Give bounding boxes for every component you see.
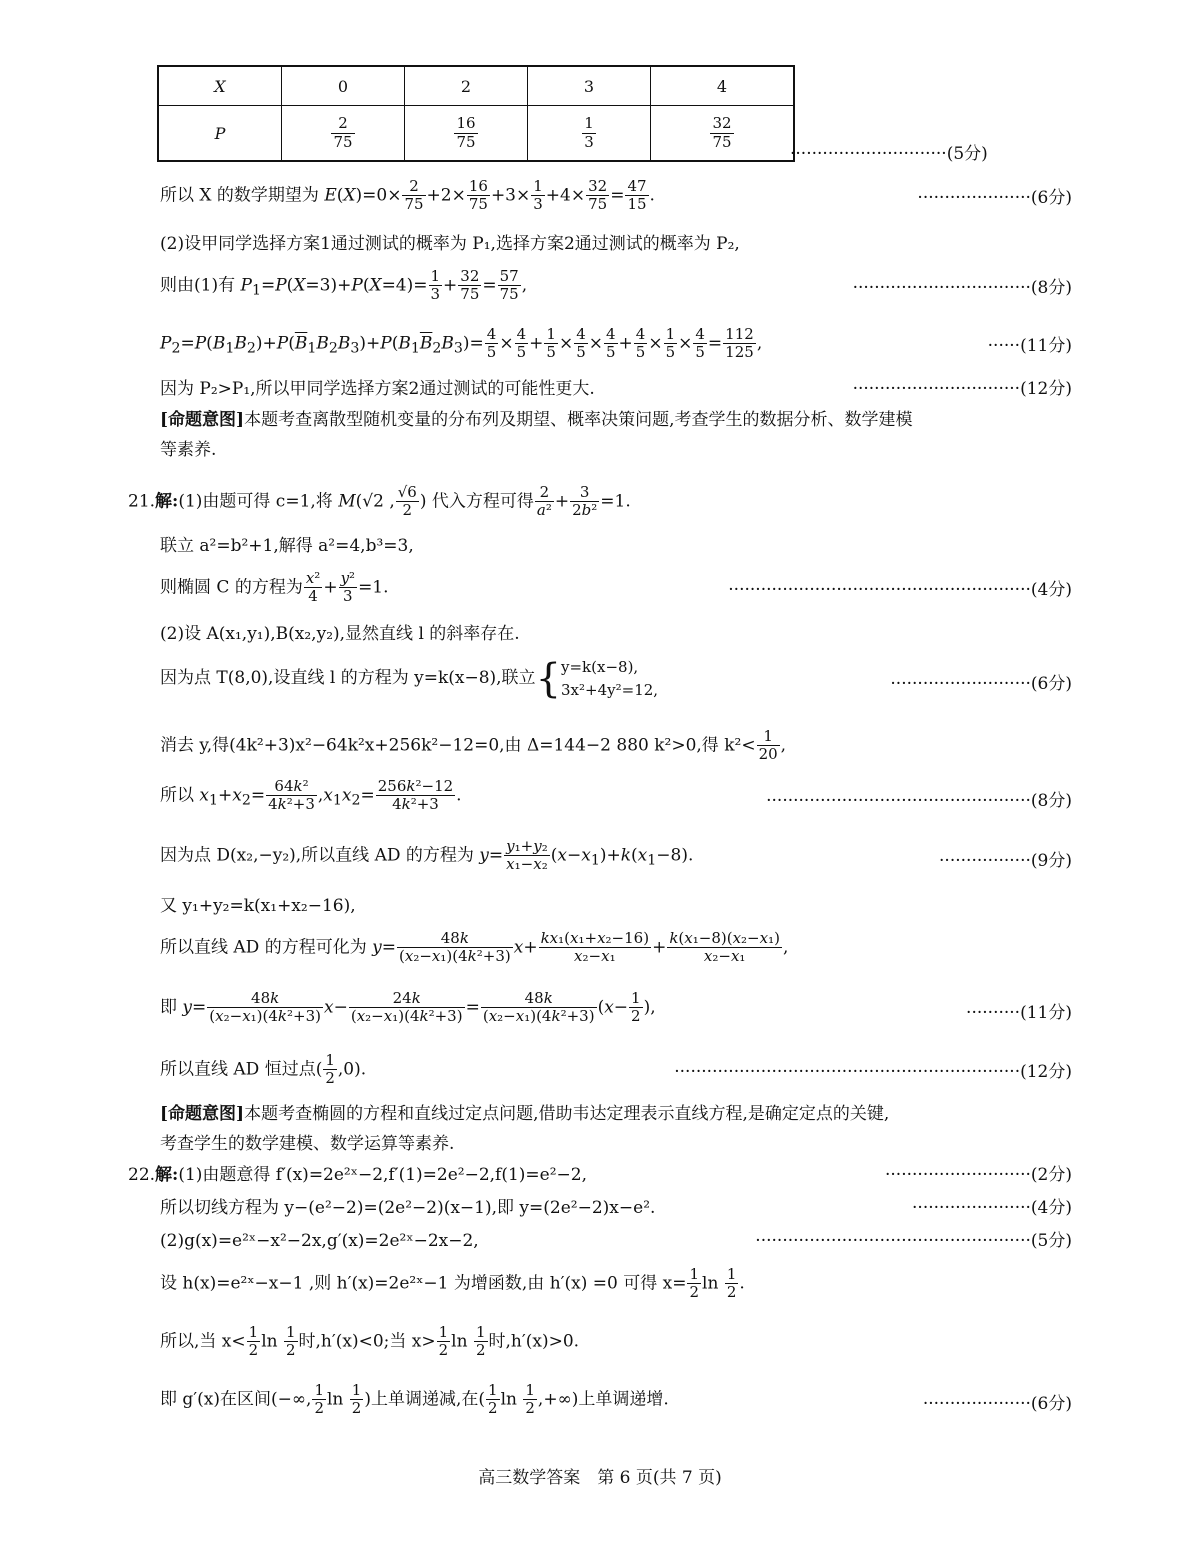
score-line: ····················(6分) — [922, 1394, 1072, 1414]
intent-line: 考查学生的数学建模、数学运算等素养. — [160, 1134, 455, 1154]
p2-line: $P_2=P(B_1B_2)+P(\overline{B}_1B_2B_3)+P(B_1\overline{B}_2B_3)=$ $\frac{4}{5}$ × $\frac{4}{5}$ + $\frac{1}{5}$ × $\frac{4}{5}$ × $\frac{4}{5}$ + $\frac{4}{5}$ × $\frac{1}{5}$ × $\frac{4}{5}$ = $\frac{112}{125}$ , — [160, 325, 763, 362]
q21-line-12: 所以直线 AD 恒过点( $\frac{1}{2}$ ,0). — [160, 1051, 367, 1088]
part2-line: (2)设甲同学选择方案1通过测试的概率为 P₁,选择方案2通过测试的概率为 P₂, — [160, 234, 740, 254]
q21-line-10: 所以直线 AD 的方程可化为 y= $\frac{48k}{\text{(x₂−x₁)(4k²+3)}}$ x+ $\frac{\text{kx₁(x₁+x₂−16)}}{\text{x₂−x₁}}$ + $\frac{\text{k(x₁−8)(x₂−x₁)}}{\text{x₂−x₁}}$ , — [160, 929, 789, 966]
table-header-cell: 2 — [405, 66, 528, 106]
score-line: ··········(11分) — [966, 1003, 1072, 1023]
score-line: ························································(4分) — [728, 580, 1072, 600]
q22-line-1: 22.解:(1)由题意得 f′(x)=2e²ˣ−2,f′(1)=2e²−2,f(1)=e²−2, — [128, 1165, 588, 1185]
expectation-line: 所以 X 的数学期望为 E(X)=0× $\frac{2}{75}$ +2× $\frac{16}{75}$ +3× $\frac{1}{3}$ +4× $\frac{32}{75}$ = $\frac{47}{15}$ . — [160, 177, 655, 214]
score-line: ······(11分) — [987, 336, 1072, 356]
q21-line-1: 21.解:(1)由题可得 c=1,将 M(√2 , $\frac{√6}{2}$ ) 代入方程可得 $\frac{2}{\text{a²}}$ + $\frac{3}{\text{2b²}}$ =1. — [128, 483, 631, 520]
score-line: ···················································(5分) — [755, 1231, 1072, 1251]
table-prob-cell: $\frac{2}{75}$ — [282, 106, 405, 162]
table-prob-cell: $\frac{1}{3}$ — [528, 106, 651, 162]
score-line: ·····················(6分) — [917, 188, 1072, 208]
table-prob-cell: $\frac{16}{75}$ — [405, 106, 528, 162]
q22-line-2: 所以切线方程为 y−(e²−2)=(2e²−2)(x−1),即 y=(2e²−2)x−e². — [160, 1198, 656, 1218]
intent-line: [命题意图]本题考查离散型随机变量的分布列及期望、概率决策问题,考查学生的数据分析、数学建模 — [160, 410, 913, 430]
q21-line-9: 又 y₁+y₂=k(x₁+x₂−16), — [160, 896, 356, 916]
q21-line-8: 因为点 D(x₂,−y₂),所以直线 AD 的方程为 y= $\frac{\text{y₁+y₂}}{\text{x₁−x₂}}$ $(x-x_1)+k(x_1-8)$. — [160, 837, 694, 874]
q21-line-4: (2)设 A(x₁,y₁),B(x₂,y₂),显然直线 l 的斜率存在. — [160, 624, 520, 644]
table-header-cell: X — [158, 66, 282, 106]
table-header-cell: 3 — [528, 66, 651, 106]
score-line: ·················································(8分) — [766, 791, 1072, 811]
score-line: ·································(8分) — [852, 278, 1072, 298]
table-prob-cell: $\frac{32}{75}$ — [651, 106, 795, 162]
table-header-cell: 4 — [651, 66, 795, 106]
q21-line-7: 所以 $x_1+x_2=$ $\frac{\text{64k²}}{\text{4k²+3}}$ $,x_1x_2=$ $\frac{\text{256k²−12}}{\text{4k²+3}}$ . — [160, 777, 462, 814]
intent-line: 等素养. — [160, 440, 217, 460]
p1-line: 则由(1)有 $P_1=P(X=3)+P(X=4)=$ $\frac{1}{3}$ + $\frac{32}{75}$ = $\frac{57}{75}$ , — [160, 267, 528, 304]
table-header-cell: 0 — [282, 66, 405, 106]
q21-line-11: 即 y= $\frac{48k}{\text{(x₂−x₁)(4k²+3)}}$ x− $\frac{24k}{\text{(x₂−x₁)(4k²+3)}}$ = $\frac{48k}{\text{(x₂−x₁)(4k²+3)}}$ (x− $\frac{1}{2}$ ), — [160, 989, 656, 1026]
intent-line: [命题意图]本题考查椭圆的方程和直线过定点问题,借助韦达定理表示直线方程,是确定定点的关键, — [160, 1104, 890, 1124]
score-line: ·······························(12分) — [852, 379, 1072, 399]
q21-line-5: 因为点 T(8,0),设直线 l 的方程为 y=k(x−8),联立{y=k(x−8), 3x²+4y²=12, — [160, 655, 659, 702]
score-line: ···························(2分) — [885, 1165, 1072, 1185]
distribution-table — [157, 65, 795, 162]
score-line: ··························(6分) — [890, 674, 1072, 694]
q22-line-4: 设 h(x)=e²ˣ−x−1 ,则 h′(x)=2e²ˣ−1 为增函数,由 h′(x) =0 可得 x= $\frac{1}{2}$ ln $\frac{1}{2}$ . — [160, 1265, 745, 1302]
table-row-label: P — [158, 106, 282, 162]
score-line: ································································(12分) — [674, 1062, 1072, 1082]
score-line: ······················(4分) — [912, 1198, 1072, 1218]
q22-line-3: (2)g(x)=e²ˣ−x²−2x,g′(x)=2e²ˣ−2x−2, — [160, 1231, 479, 1251]
conclusion-line: 因为 P₂>P₁,所以甲同学选择方案2通过测试的可能性更大. — [160, 379, 595, 399]
score-line: ·················(9分) — [939, 851, 1072, 871]
score-line: ·····························(5分) — [790, 144, 988, 164]
q21-line-3: 则椭圆 C 的方程为 $\frac{\text{x²}}{4}$ + $\frac{\text{y²}}{3}$ =1. — [160, 569, 389, 606]
q22-line-5: 所以,当 x< $\frac{1}{2}$ ln $\frac{1}{2}$ 时,h′(x)<0;当 x> $\frac{1}{2}$ ln $\frac{1}{2}$ 时,h′(x)>0. — [160, 1323, 580, 1360]
q21-line-2: 联立 a²=b²+1,解得 a²=4,b³=3, — [160, 536, 414, 556]
q22-line-6: 即 g′(x)在区间(−∞, $\frac{1}{2}$ ln $\frac{1}{2}$ )上单调递减,在( $\frac{1}{2}$ ln $\frac{1}{2}$ ,+∞)上单调递增. — [160, 1381, 669, 1418]
q21-line-6: 消去 y,得(4k²+3)x²−64k²x+256k²−12=0,由 Δ=144−2 880 k²>0,得 k²< $\frac{1}{20}$ , — [160, 727, 787, 764]
page-footer: 高三数学答案 第 6 页(共 7 页) — [478, 1468, 722, 1488]
